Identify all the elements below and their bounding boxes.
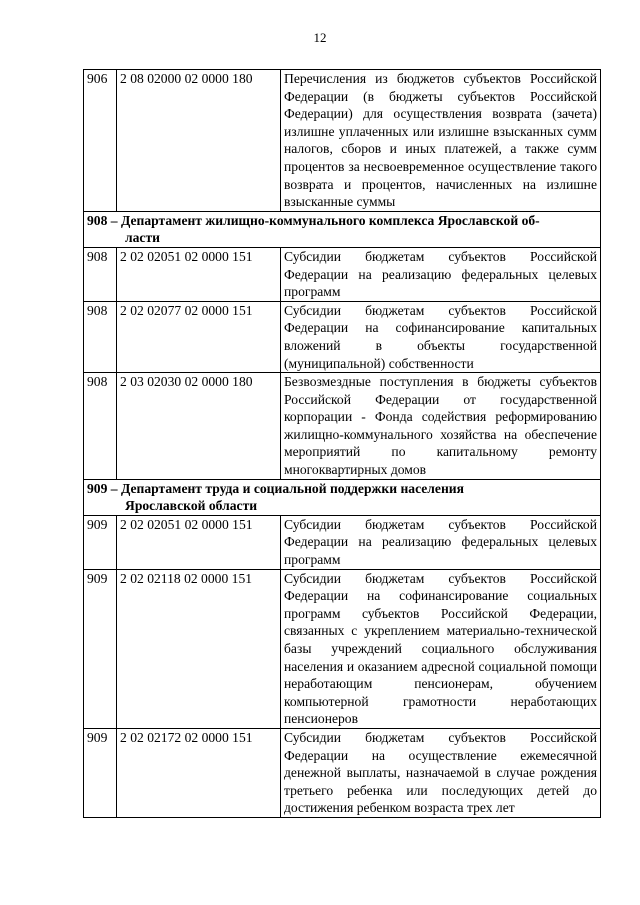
- revenue-code-cell: 2 02 02077 02 0000 151: [117, 301, 281, 372]
- description-cell: Субсидии бюджетам субъектов Российской Федерации на осуществление ежемесячной денежной выплаты, назначаемой в случае рождения третьего ребенка или последующих детей до достижения ребенком возраста трех лет: [281, 728, 601, 817]
- description-cell: Субсидии бюджетам субъектов Российской Федерации на реализацию федеральных целевых программ: [281, 515, 601, 569]
- revenue-code-cell: 2 02 02172 02 0000 151: [117, 728, 281, 817]
- section-header-row: [84, 211, 601, 247]
- section-header-line2: Ярославской области: [125, 498, 258, 514]
- description-cell: Субсидии бюджетам субъектов Российской Федерации на софинансирование социальных программ субъектов Российской Федерации, связанных с укреплением материально-технической базы учреждений социального обслуживания населения и оказанием адресной социальной помощи неработающим пенсионерам, обучением компьютерной грамотности неработающих пенсионеров: [281, 569, 601, 728]
- section-header: [84, 211, 601, 247]
- revenue-code-cell: 2 08 02000 02 0000 180: [117, 70, 281, 212]
- admin-code-cell: 909: [84, 728, 117, 817]
- admin-code-cell: 908: [84, 373, 117, 480]
- description-cell: Безвозмездные поступления в бюджеты субъектов Российской Федерации от государственной корпорации - Фонда содействия реформированию жилищно-коммунального хозяйства на обеспечение мероприятий по капитальному ремонту многоквартирных домов: [281, 373, 601, 480]
- section-header-line1: 908 – Департамент жилищно-коммунального комплекса Ярославской об-: [87, 212, 540, 228]
- page-number: 12: [313, 30, 327, 45]
- section-header: [84, 479, 601, 515]
- section-header-line1: 909 – Департамент труда и социальной поддержки населения: [87, 480, 464, 496]
- table-row: [84, 728, 601, 817]
- section-header-line2: ласти: [125, 230, 160, 246]
- revenue-code-cell: 2 02 02118 02 0000 151: [117, 569, 281, 728]
- revenue-code-cell: 2 02 02051 02 0000 151: [117, 247, 281, 301]
- table-row: [84, 373, 601, 480]
- table-row: [84, 70, 601, 212]
- admin-code-cell: 909: [84, 515, 117, 569]
- budget-revenue-table: [83, 69, 601, 818]
- description-cell: Перечисления из бюджетов субъектов Российской Федерации (в бюджеты субъектов Российской Федерации) для осуществления возврата (зачета) излишне уплаченных или излишне взысканных сумм налогов, сборов и иных платежей, а также сумм процентов за несвоевременное осуществление такого возврата и процентов, начисленных на излишне взысканные суммы: [281, 70, 601, 212]
- admin-code-cell: 908: [84, 247, 117, 301]
- revenue-code-cell: 2 02 02051 02 0000 151: [117, 515, 281, 569]
- table-row: [84, 247, 601, 301]
- table-row: [84, 569, 601, 728]
- table-row: [84, 301, 601, 372]
- admin-code-cell: 909: [84, 569, 117, 728]
- table-row: [84, 515, 601, 569]
- admin-code-cell: 908: [84, 301, 117, 372]
- description-cell: Субсидии бюджетам субъектов Российской Федерации на реализацию федеральных целевых программ: [281, 247, 601, 301]
- admin-code-cell: 906: [84, 70, 117, 212]
- section-header-row: [84, 479, 601, 515]
- description-cell: Субсидии бюджетам субъектов Российской Федерации на софинансирование капитальных вложений в объекты государственной (муниципальной) собственности: [281, 301, 601, 372]
- revenue-code-cell: 2 03 02030 02 0000 180: [117, 373, 281, 480]
